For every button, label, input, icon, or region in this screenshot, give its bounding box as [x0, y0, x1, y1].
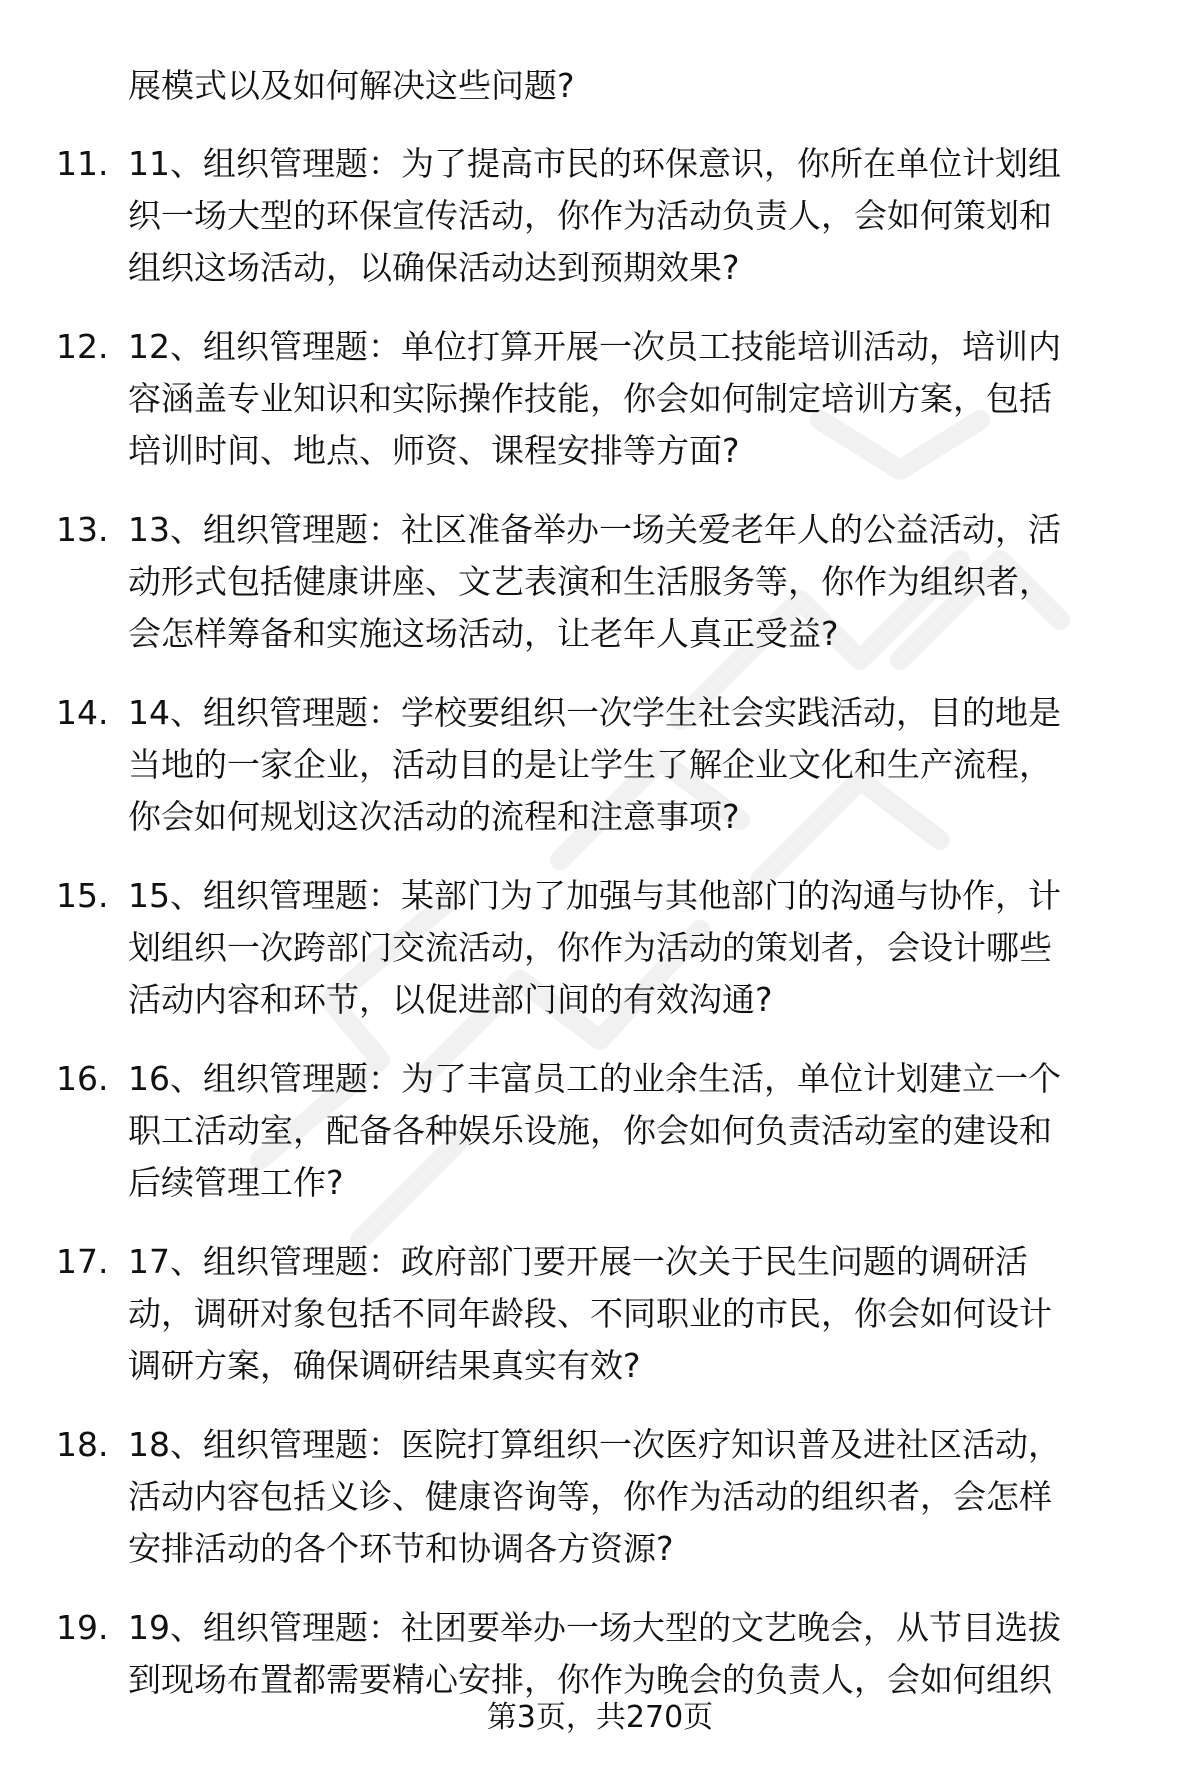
- text-line: 职工活动室，配备各种娱乐设施，你会如何负责活动室的建设和: [128, 1111, 1052, 1150]
- list-item-number: 18.: [56, 1425, 109, 1464]
- list-item-number: 11.: [56, 144, 109, 183]
- text-line: 安排活动的各个环节和协调各方资源?: [128, 1529, 674, 1568]
- continuation-text: 展模式以及如何解决这些问题?: [128, 66, 575, 105]
- list-item: [0, 1053, 1200, 1236]
- list-item-text: [128, 870, 1168, 1026]
- text-line: 组织这场活动，以确保活动达到预期效果?: [128, 248, 740, 287]
- list-item: [0, 1236, 1200, 1419]
- text-line: 13、组织管理题：社区准备举办一场关爱老年人的公益活动，活: [128, 510, 1061, 549]
- list-item: [0, 1602, 1200, 1785]
- text-line: 14、组织管理题：学校要组织一次学生社会实践活动，目的地是: [128, 693, 1061, 732]
- list-item-text: [128, 1419, 1168, 1575]
- text-line: 活动内容包括义诊、健康咨询等，你作为活动的组织者，会怎样: [128, 1477, 1052, 1516]
- text-line: 17、组织管理题：政府部门要开展一次关于民生问题的调研活: [128, 1242, 1028, 1281]
- list-item: [0, 138, 1200, 321]
- text-line: 动形式包括健康讲座、文艺表演和生活服务等，你作为组织者，: [128, 562, 1052, 601]
- list-item-text: [128, 504, 1168, 660]
- list-item-number: 15.: [56, 876, 109, 915]
- text-line: 15、组织管理题：某部门为了加强与其他部门的沟通与协作，计: [128, 876, 1061, 915]
- text-line: 12、组织管理题：单位打算开展一次员工技能培训活动，培训内: [128, 327, 1061, 366]
- list-item-text: [128, 138, 1168, 294]
- list-item-number: 17.: [56, 1242, 109, 1281]
- list-item: [0, 687, 1200, 870]
- text-line: 培训时间、地点、师资、课程安排等方面?: [128, 431, 740, 470]
- text-line: 划组织一次跨部门交流活动，你作为活动的策划者，会设计哪些: [128, 928, 1052, 967]
- text-line: 容涵盖专业知识和实际操作技能，你会如何制定培训方案，包括: [128, 379, 1052, 418]
- list-item-number: 12.: [56, 327, 109, 366]
- list-item-text: [128, 1053, 1168, 1209]
- text-line: 到现场布置都需要精心安排，你作为晚会的负责人，会如何组织: [128, 1660, 1052, 1699]
- text-line: 当地的一家企业，活动目的是让学生了解企业文化和生产流程，: [128, 745, 1052, 784]
- text-line: 调研方案，确保调研结果真实有效?: [128, 1346, 641, 1385]
- list-item: [0, 1419, 1200, 1602]
- list-item-number: 13.: [56, 510, 109, 549]
- text-line: 19、组织管理题：社团要举办一场大型的文艺晚会，从节目选拔: [128, 1608, 1061, 1647]
- question-list: [0, 138, 1200, 1785]
- list-item-number: 16.: [56, 1059, 109, 1098]
- text-line: 织一场大型的环保宣传活动，你作为活动负责人，会如何策划和: [128, 196, 1052, 235]
- text-line: 11、组织管理题：为了提高市民的环保意识，你所在单位计划组: [128, 144, 1061, 183]
- text-line: 后续管理工作?: [128, 1163, 344, 1202]
- list-item-text: [128, 1602, 1168, 1706]
- text-line: 会怎样筹备和实施这场活动，让老年人真正受益?: [128, 614, 839, 653]
- text-line: 16、组织管理题：为了丰富员工的业余生活，单位计划建立一个: [128, 1059, 1061, 1098]
- text-line: 18、组织管理题：医院打算组织一次医疗知识普及进社区活动，: [128, 1425, 1061, 1464]
- text-line: 动，调研对象包括不同年龄段、不同职业的市民，你会如何设计: [128, 1294, 1052, 1333]
- list-item-number: 14.: [56, 693, 109, 732]
- list-item: [0, 321, 1200, 504]
- list-item-text: [128, 321, 1168, 477]
- list-item: [0, 504, 1200, 687]
- text-line: 活动内容和环节，以促进部门间的有效沟通?: [128, 980, 773, 1019]
- page-footer: 第3页，共270页: [486, 1700, 714, 1735]
- list-item: [0, 870, 1200, 1053]
- text-line: 你会如何规划这次活动的流程和注意事项?: [128, 797, 740, 836]
- list-item-text: [128, 687, 1168, 843]
- list-item-number: 19.: [56, 1608, 109, 1647]
- list-item-text: [128, 1236, 1168, 1392]
